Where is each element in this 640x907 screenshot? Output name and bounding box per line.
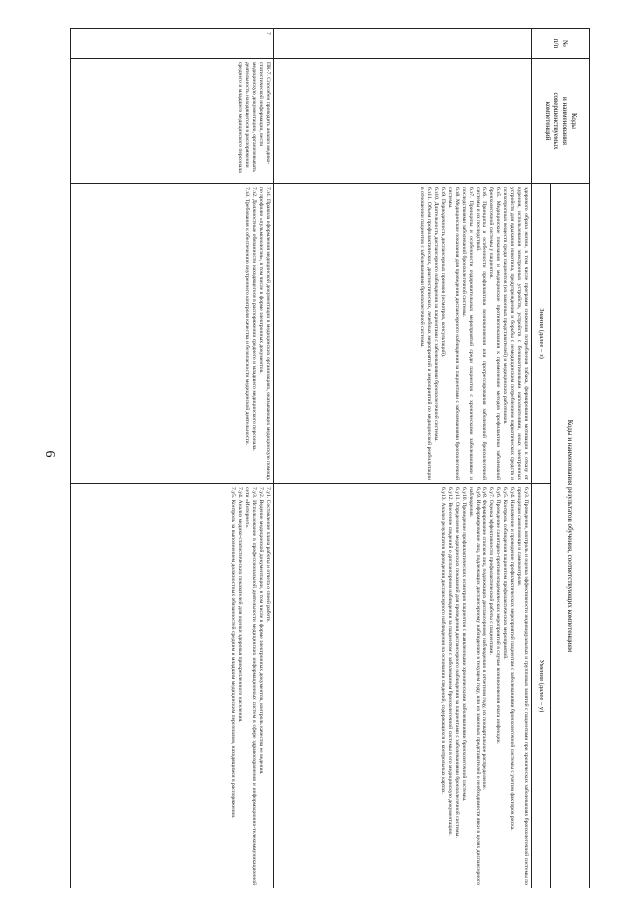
header-skills: Умения (далее – у) bbox=[532, 484, 551, 889]
skill-item: 7.у3. Использование в профессиональной деятельности медицинских информационных систем в сфере здравоохранения и информационно-телекоммуникационной сети «Интернет». bbox=[244, 487, 258, 886]
skill-item: 6.у13. Анализ результатов проведения диспансерного наблюдения на основании сведений, содержащихся в контрольных картах. bbox=[439, 487, 446, 795]
skill-item: 7.у5. Контроль за выполнением должностных обязанностей средним и младшим медицинским персоналом, находящимся в распоряжении. bbox=[230, 487, 237, 819]
table-row bbox=[71, 29, 274, 889]
knowledge-item: 6.з10. Длительность диспансерного наблюдения за пациентами с заболеваниями бронхолегочной системы. bbox=[433, 187, 440, 442]
skill-item: 6.у11. Определение медицинских показаний для проведения диспансерного наблюдения за пациентами с заболеваниями бронхолегочной системы. bbox=[453, 487, 460, 838]
header-results: Коды и наименования результатов обучения, соответствующих компетенциям bbox=[551, 184, 590, 889]
skill-item: 6.у5. Контроль соблюдения пациентом профилактических мероприятий. bbox=[502, 487, 509, 660]
competence-cell: ПК-7. Способен проводить анализ медико-статистической информации, вести медицинскую документацию, организовывать деятельность находящегося в распоряжении среднего и младшего медицинского персонала bbox=[71, 59, 274, 184]
knowledge-item: 6.з9. Периодичность диспансерных приемов (осмотров, консультаций). bbox=[439, 187, 446, 358]
skill-item: 7.у4. Анализ медико-статистических показателей для оценки здоровья прикрепленного населения. bbox=[237, 487, 244, 723]
header-knowledge: Знания (далее – з) bbox=[532, 184, 551, 484]
rotated-table-wrapper bbox=[70, 28, 590, 888]
skill-item: 6.у4. Назначение и проведение профилактических мероприятий пациентам с заболеваниями бронхолегочной системы с учетом факторов риска. bbox=[509, 487, 516, 831]
knowledge-item: 6.з7. Принципы и особенности оздоровительных мероприятий среди пациентов с хроническими заболеваниями и последствиями заболеваний бронхолегочной системы. bbox=[460, 187, 474, 480]
table-row bbox=[274, 29, 532, 889]
skills-cell bbox=[274, 484, 532, 889]
skill-item: 6.у8. Формирование списков лиц, подлежащих диспансерному наблюдению в отчетном году, их поквартальное распределение. bbox=[481, 487, 488, 791]
header-competence: Коды и наименования совершенствуемых компетенций bbox=[532, 59, 590, 184]
knowledge-item: 6.з5. Медицинские показания и медицинские противопоказания к применению методов профилактики заболеваний бронхолегочной системы у пациентов. bbox=[488, 187, 502, 480]
skill-item: 6.у10. Проведение профилактических осмотров пациентов с выявленными хроническими заболеваниями бронхолегочной системы. bbox=[460, 487, 467, 802]
skill-item: 6.у7. Оценка эффективности профилактической работы с пациентами. bbox=[488, 487, 495, 655]
knowledge-item: 6.з6. Принципы и особенности профилактики возникновения или прогрессирования заболеваний бронхолегочной системы и их последствий. bbox=[474, 187, 488, 480]
header-no: № п/п bbox=[532, 29, 590, 59]
knowledge-cell bbox=[274, 184, 532, 484]
skills-cell bbox=[71, 484, 274, 889]
knowledge-cell bbox=[71, 184, 274, 484]
competence-table bbox=[70, 28, 590, 888]
skill-item: 6.у6. Проведение санитарно-противоэпидемических мероприятий в случае возникновения очага инфекции. bbox=[495, 487, 502, 744]
skill-item: 6.у9. Информирование лиц, подлежащих диспансерному наблюдению в текущем году, или их законных представителей о необходимости явки в целях диспансерного наблюдения. bbox=[467, 487, 481, 886]
knowledge-item: 6.з8. Медицинские показания для проведения диспансерного наблюдения за пациентами с заболеваниями бронхолегочной системы. bbox=[446, 187, 460, 480]
skill-item: 6.у3. Проведение, контроль и оценка эффективности индивидуальных и групповых занятий с пациентами при хронических заболеваниях бронхолегочной системы по принципам самопомощи и самоконтроля. bbox=[516, 487, 529, 886]
skill-item: 7.у2. Ведение медицинской документации, в том числе в форме электронных документов, контроль качества ее ведения. bbox=[258, 487, 265, 775]
skill-item: 6.у12. Внесение сведений о диспансерном наблюдении за пациентом с заболеванием бронхолегочной системы в его медицинскую документацию. bbox=[446, 487, 453, 836]
knowledge-item: 7.з3. Требования к обеспечению внутреннего контроля качества и безопасности медицинской деятельности. bbox=[244, 187, 251, 446]
skill-item: 7.у1. Составление плана работы и отчета о своей работе. bbox=[265, 487, 271, 623]
competence-cell bbox=[274, 59, 532, 184]
knowledge-item: 6.з11. Объем профилактических, диагностических, лечебных мероприятий и мероприятий по медицинской реабилитации в отношении пациентов с заболеваниями бронхолегочной системы. bbox=[419, 187, 433, 480]
page-number: 6 bbox=[42, 450, 57, 458]
row-number bbox=[274, 29, 532, 59]
knowledge-item: здорового образа жизни, в том числе программ снижения потребления табака, формирования мотивации к отказу от курения, использования электронных устройств, устройств с безникотиновыми наполнителями, иных электронных устройств для вдыхания никотина, предупреждения и борьбы с немедицинским потреблением наркотических средств и психотропных веществ среди пациентов (их законных представителей) и медицинских работников. bbox=[502, 187, 529, 480]
knowledge-item: 7.з1. Правила оформления медицинской документации в медицинских организациях, оказывающих медицинскую помощь по профилю «пульмонология», в том числе в форме электронных документов. bbox=[258, 187, 271, 480]
rotated-page-area bbox=[70, 28, 590, 888]
knowledge-item: 7.з2. Должностные обязанности находящегося в распоряжении среднего и младшего медицинского персонала. bbox=[251, 187, 258, 451]
row-number: 7 bbox=[71, 29, 274, 59]
